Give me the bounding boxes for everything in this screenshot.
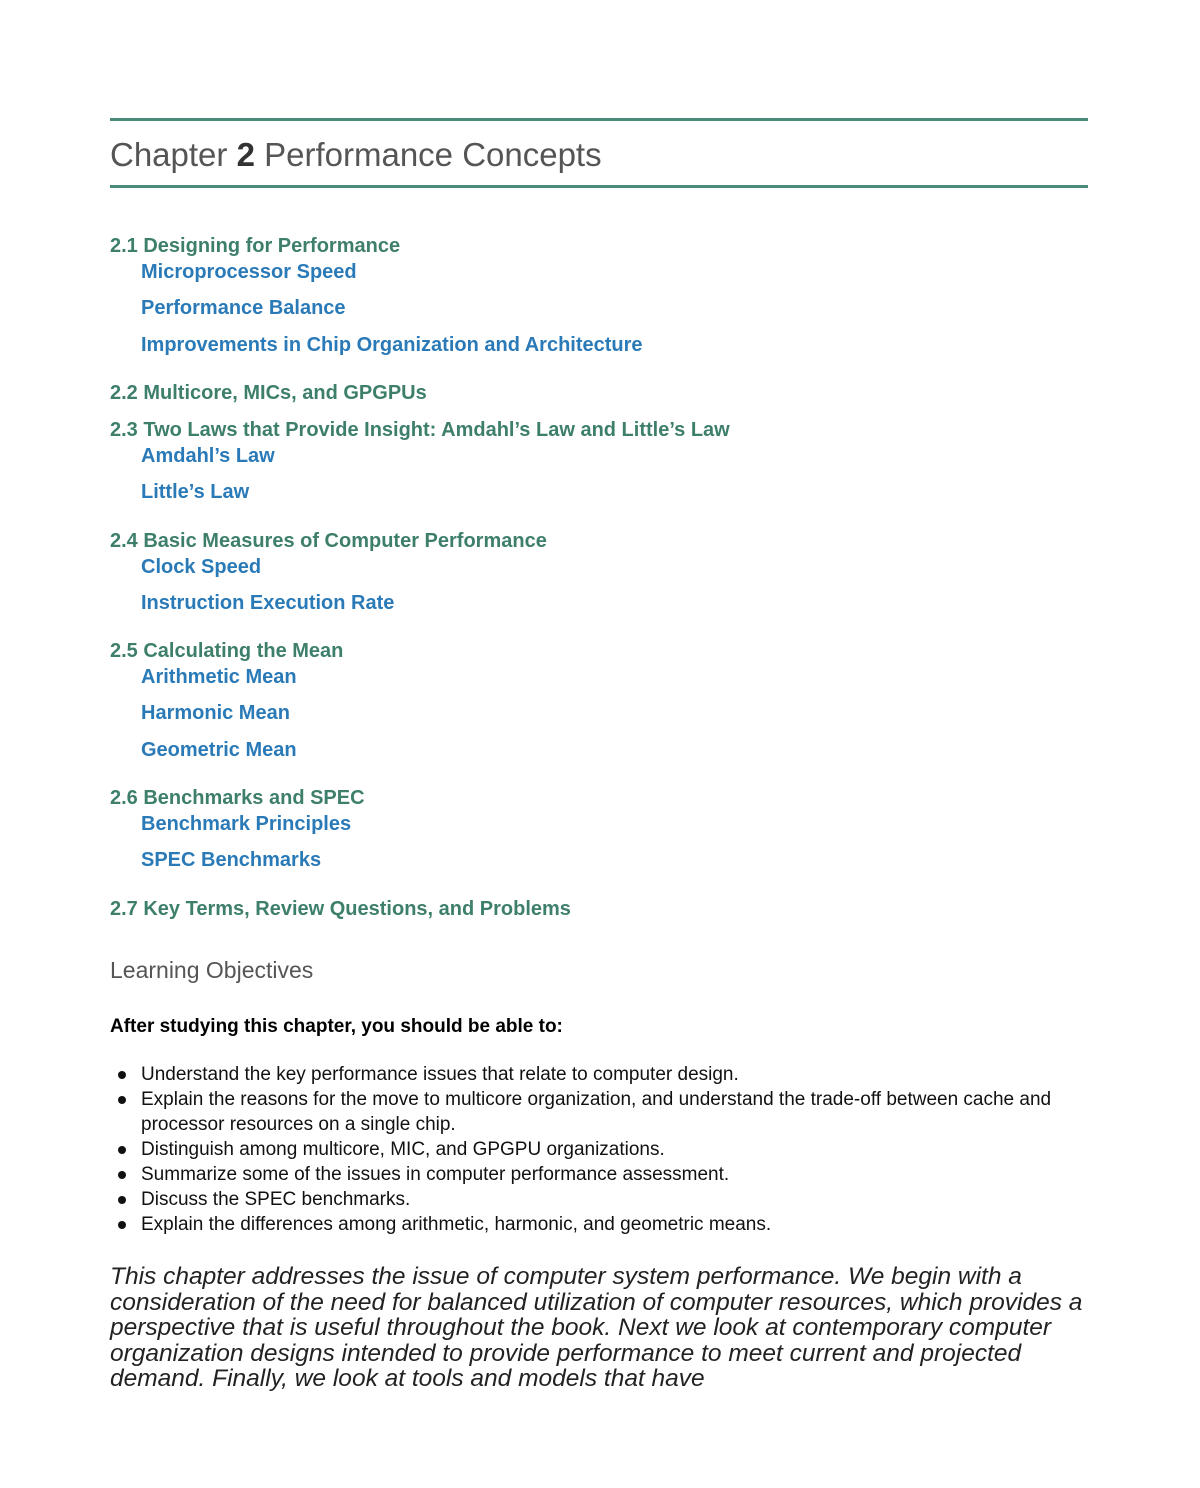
toc-subsection-link[interactable]: Microprocessor Speed — [141, 261, 357, 283]
header-rule-top — [110, 118, 1088, 121]
toc-subsection-link[interactable]: Geometric Mean — [141, 739, 297, 761]
toc-subsection-link[interactable]: Harmonic Mean — [141, 702, 290, 724]
list-item — [110, 1062, 1100, 1087]
objective-text: Summarize some of the issues in computer performance assessment. — [141, 1164, 730, 1185]
list-item — [110, 1087, 1100, 1137]
bullet-icon — [118, 1096, 126, 1104]
toc-subsection-link[interactable]: Clock Speed — [141, 556, 262, 578]
toc-subsection-link[interactable]: Improvements in Chip Organization and Architecture — [141, 334, 643, 356]
learning-objectives-intro: After studying this chapter, you should be able to: — [110, 1016, 563, 1037]
objective-text: Explain the reasons for the move to multicore organization, and understand the trade-off between cache and processor resources on a single chip. — [141, 1089, 1052, 1135]
list-item — [110, 1212, 1100, 1237]
bullet-icon — [118, 1221, 126, 1229]
toc-subsection-link[interactable]: Amdahl’s Law — [141, 445, 275, 467]
learning-objectives-heading: Learning Objectives — [110, 957, 314, 983]
toc-section-link[interactable]: 2.3 Two Laws that Provide Insight: Amdahl’s Law and Little’s Law — [110, 419, 730, 441]
objective-text: Explain the differences among arithmetic, harmonic, and geometric means. — [141, 1214, 772, 1235]
chapter-title — [110, 133, 602, 177]
bullet-icon — [118, 1171, 126, 1179]
bullet-icon — [118, 1146, 126, 1154]
list-item — [110, 1187, 1100, 1212]
learning-objectives-list — [110, 1062, 1100, 1237]
chapter-name: Performance Concepts — [264, 136, 602, 173]
list-item — [110, 1162, 1100, 1187]
toc-subsection-link[interactable]: Arithmetic Mean — [141, 666, 297, 688]
toc-section-link[interactable]: 2.4 Basic Measures of Computer Performance — [110, 530, 547, 552]
toc-subsection-link[interactable]: Benchmark Principles — [141, 813, 352, 835]
toc-subsection-link[interactable]: Instruction Execution Rate — [141, 592, 395, 614]
objective-text: Discuss the SPEC benchmarks. — [141, 1189, 411, 1210]
toc-subsection-link[interactable]: Performance Balance — [141, 297, 346, 319]
chapter-number: 2 — [236, 136, 255, 173]
toc-subsection-link[interactable]: Little’s Law — [141, 481, 250, 503]
toc-section-link[interactable]: 2.5 Calculating the Mean — [110, 640, 344, 662]
toc-section-link[interactable]: 2.1 Designing for Performance — [110, 235, 401, 257]
bullet-icon — [118, 1196, 126, 1204]
toc-subsection-link[interactable]: SPEC Benchmarks — [141, 849, 322, 871]
chapter-prefix: Chapter — [110, 136, 228, 173]
bullet-icon — [118, 1071, 126, 1079]
toc-section-link[interactable]: 2.7 Key Terms, Review Questions, and Problems — [110, 898, 571, 920]
objective-text: Understand the key performance issues that relate to computer design. — [141, 1064, 739, 1085]
body-paragraph: This chapter addresses the issue of computer system performance. We begin with a consideration of the need for balanced utilization of computer resources, which provides a perspective that is useful throughout the book. Next we look at contemporary computer organization designs intended to provide performance to meet current and projected demand. Finally, we look at tools and models that have — [110, 1263, 1083, 1392]
toc-section-link[interactable]: 2.6 Benchmarks and SPEC — [110, 787, 365, 809]
header-rule-bottom — [110, 185, 1088, 188]
toc-section-link[interactable]: 2.2 Multicore, MICs, and GPGPUs — [110, 382, 427, 404]
objective-text: Distinguish among multicore, MIC, and GPGPU organizations. — [141, 1139, 665, 1160]
list-item — [110, 1137, 1100, 1162]
